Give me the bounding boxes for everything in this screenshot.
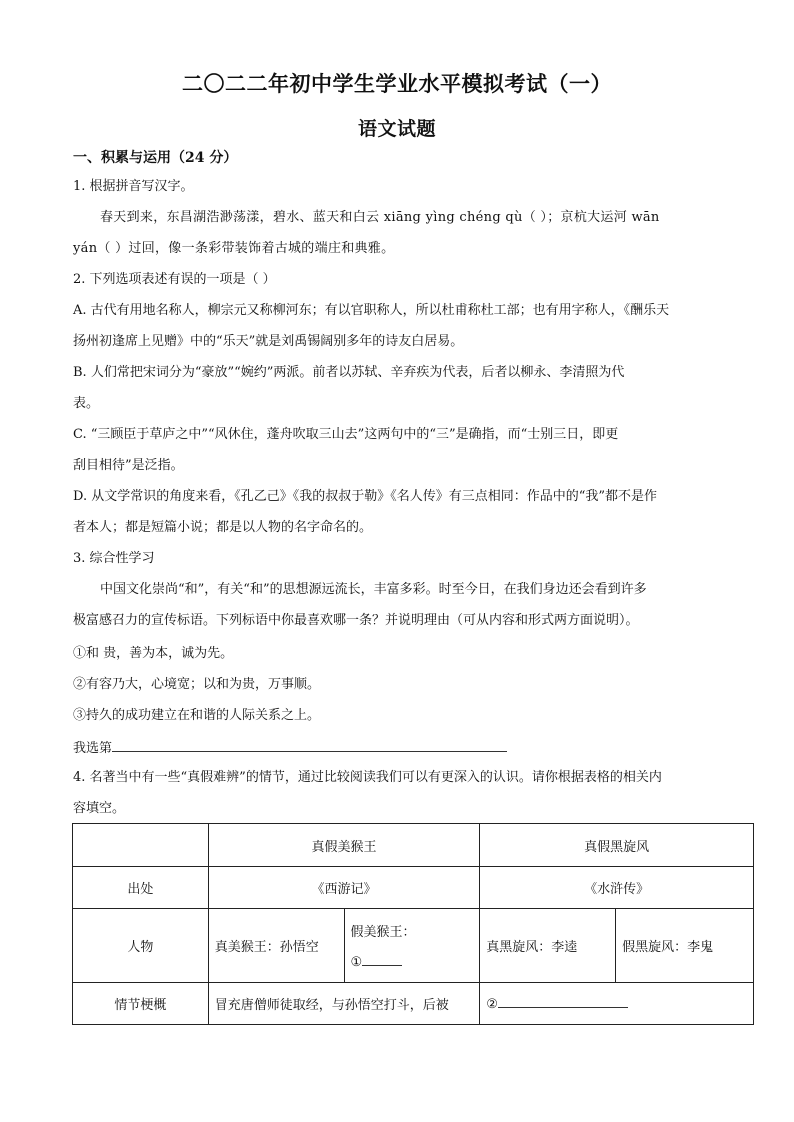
table-header-monkey: 真假美猴王: [208, 824, 480, 867]
source-whirlwind: 《水浒传》: [480, 867, 754, 909]
q2-option-d-line1: D. 从文学常识的角度来看，《孔乙己》《我的叔叔于勒》《名人传》有三点相同：作品中的“我”都不是作: [73, 489, 658, 504]
q2-option-c-line1: C. “三顾臣于草庐之中”“风休住，蓬舟吹取三山去”这两句中的“三”是确指，而“士别三日，即更: [73, 427, 619, 442]
q2-option-b-line1: B. 人们常把宋词分为“豪放”“婉约”两派。前者以苏轼、辛弃疾为代表，后者以柳永、李清照为代: [73, 365, 625, 380]
q3-paragraph-line2: 极富感召力的宣传标语。下列标语中你最喜欢哪一条？并说明理由（可从内容和形式两方面说明）。: [73, 613, 639, 628]
table-row: [73, 983, 754, 1025]
fake-monkey-king-cell: [344, 909, 480, 983]
row-label-source: 出处: [73, 867, 209, 909]
plot-whirlwind-blank[interactable]: [498, 996, 628, 1008]
q4-stem-line2: 容填空。: [73, 801, 126, 816]
source-monkey: 《西游记》: [208, 867, 480, 909]
row-label-people: 人物: [73, 909, 209, 983]
blank-marker-1: ①: [350, 955, 363, 970]
q3-stem: 3. 综合性学习: [73, 551, 155, 566]
real-monkey-king: 真美猴王：孙悟空: [208, 909, 344, 983]
plot-whirlwind-cell: [480, 983, 754, 1025]
q3-slogan-2: ②有容乃大，心境宽；以和为贵，万事顺。: [73, 677, 321, 692]
q2-option-c-line2: 刮目相待”是泛指。: [73, 458, 184, 473]
fake-monkey-answer: [351, 954, 474, 970]
fake-monkey-blank[interactable]: [362, 954, 402, 966]
q3-slogan-1: ①和 贵，善为本，诚为先。: [73, 646, 234, 661]
plot-monkey: 冒充唐僧师徒取经，与孙悟空打斗，后被: [208, 983, 480, 1025]
q3-answer-row: [73, 739, 733, 757]
fake-monkey-label: 假美猴王：: [350, 925, 416, 940]
q2-option-a-line1: A. 古代有用地名称人，柳宗元又称柳河东；有以官职称人，所以杜甫称杜工部；也有用字称人，《酬乐天: [73, 303, 670, 318]
row-label-plot: 情节梗概: [73, 983, 209, 1025]
q1-text-line2: yán（ ）过回，像一条彩带装饰着古城的端庄和典雅。: [73, 241, 395, 256]
table-row: [73, 867, 754, 909]
table-row: [73, 909, 754, 983]
section-heading: 一、积累与运用（24 分）: [73, 150, 238, 166]
q3-paragraph-line1: 中国文化崇尚“和”，有关“和”的思想源远流长，丰富多彩。时至今日，在我们身边还会看到许多: [100, 582, 647, 597]
exam-title: 二〇二二年初中学生学业水平模拟考试（一）: [182, 71, 612, 96]
table-corner-cell: [73, 824, 209, 867]
blank-marker-2: ②: [486, 996, 498, 1012]
real-black-whirlwind: 真黑旋风：李逵: [480, 909, 616, 983]
q1-stem: 1. 根据拼音写汉字。: [73, 179, 194, 194]
q3-slogan-3: ③持久的成功建立在和谐的人际关系之上。: [73, 708, 321, 723]
q1-text-line1: 春天到来，东昌湖浩渺荡漾，碧水、蓝天和白云 xiāng yìng chéng qù（ ）；京杭大运河 wān: [100, 210, 660, 225]
exam-subtitle: 语文试题: [357, 118, 436, 140]
q3-answer-blank[interactable]: [112, 739, 507, 752]
comparison-table: [72, 823, 754, 1025]
table-header-row: [73, 824, 754, 867]
q2-stem: 2. 下列选项表述有误的一项是（ ）: [73, 272, 276, 287]
q2-option-d-line2: 者本人；都是短篇小说；都是以人物的名字命名的。: [73, 520, 373, 535]
fake-black-whirlwind: 假黑旋风：李鬼: [616, 909, 754, 983]
q2-option-a-line2: 扬州初逢席上见赠》中的“乐天”就是刘禹锡阔别多年的诗友白居易。: [73, 334, 464, 349]
q4-stem-line1: 4. 名著当中有一些“真假难辨”的情节，通过比较阅读我们可以有更深入的认识。请你根据表格的相关内: [73, 770, 662, 785]
q2-option-b-line2: 表。: [73, 396, 100, 411]
table-header-whirlwind: 真假黑旋风: [480, 824, 754, 867]
q3-answer-label: 我选第: [73, 741, 113, 756]
